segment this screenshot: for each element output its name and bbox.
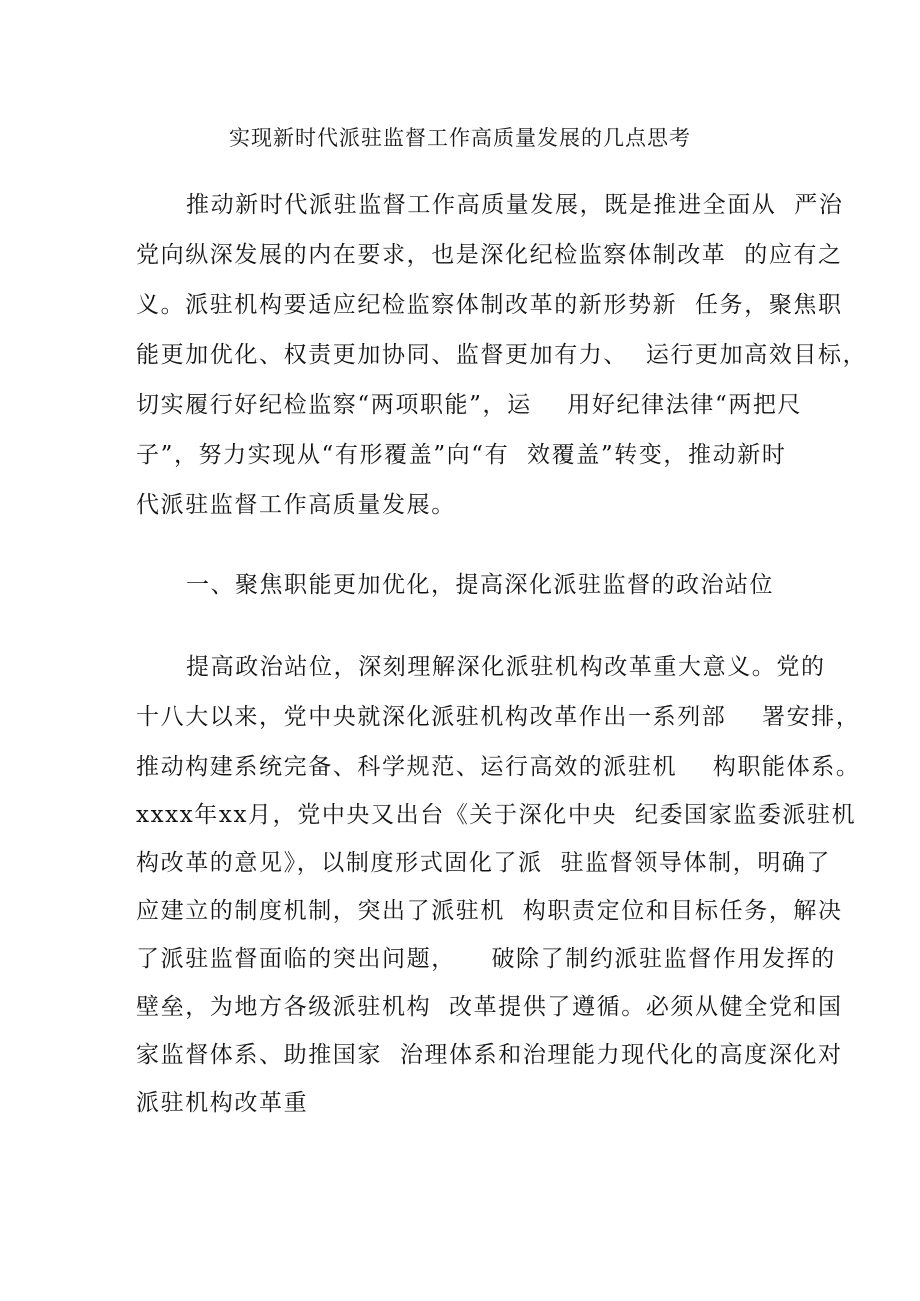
section1-line: 了派驻监督面临的突出问题， 破除了制约派驻监督作用发挥的 [136, 946, 836, 972]
section1-line: xxxx年xx月，党中央又出台《关于深化中央 纪委国家监委派驻机 [136, 802, 857, 828]
intro-line: 代派驻监督工作高质量发展。 [136, 492, 456, 518]
intro-line: 能更加优化、权责更加协同、监督更加有力、 运行更加高效目标， [136, 342, 868, 368]
section1-line: 构改革的意见》，以制度形式固化了派 驻监督领导体制，明确了 [136, 850, 832, 876]
intro-line: 切实履行好纪检监察“两项职能”，运 用好纪律法律“两把尺 [136, 392, 803, 418]
intro-line: 推动新时代派驻监督工作高质量发展，既是推进全面从 严治 [186, 192, 844, 218]
section1-line: 应建立的制度机制，突出了派驻机 构职责定位和目标任务，解决 [136, 898, 843, 924]
section1-line: 派驻机构改革重 [136, 1090, 309, 1116]
intro-line: 子”，努力实现从“有形覆盖”向“有 效覆盖”转变，推动新时 [136, 442, 787, 468]
section1-line: 推动构建系统完备、科学规范、运行高效的派驻机 构职能体系。 [136, 754, 861, 780]
section-heading: 一、聚焦职能更加优化，提高深化派驻监督的政治站位 [186, 572, 774, 598]
section1-line: 提高政治站位，深刻理解深化派驻机构改革重大意义。党的 [186, 654, 826, 680]
document-title: 实现新时代派驻监督工作高质量发展的几点思考 [229, 126, 691, 150]
intro-line: 党向纵深发展的内在要求，也是深化纪检监察体制改革 的应有之 [136, 242, 843, 268]
section1-line: 家监督体系、助推国家 治理体系和治理能力现代化的高度深化对 [136, 1042, 843, 1068]
intro-line: 义。派驻机构要适应纪检监察体制改革的新形势新 任务，聚焦职 [136, 292, 843, 318]
section1-line: 十八大以来，党中央就深化派驻机构改革作出一系列部 署安排， [136, 704, 861, 730]
section1-line: 壁垒，为地方各级派驻机构 改革提供了遵循。必须从健全党和国 [136, 994, 843, 1020]
